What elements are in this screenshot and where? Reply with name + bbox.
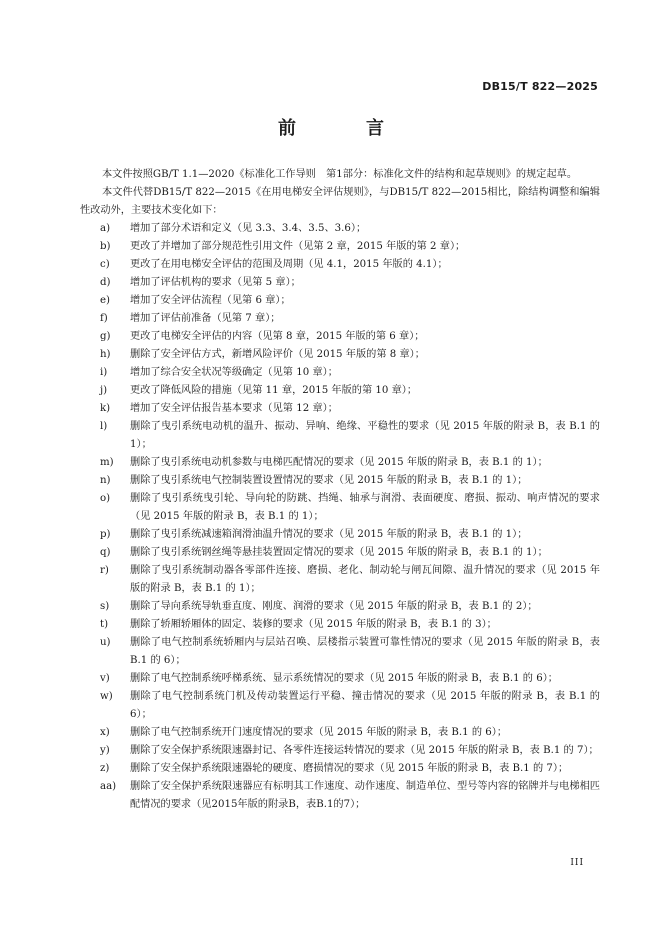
list-item-label: t)	[100, 619, 109, 630]
list-item	[80, 292, 600, 310]
list-item	[80, 760, 600, 778]
list-item-text: 删除了曳引系统电动机的温升、振动、异响、绝缘、平稳性的要求（见 2015 年版的附录 B，表 B.1 的 1）；	[130, 421, 600, 450]
list-item	[80, 364, 600, 382]
list-item-text: 删除了曳引系统减速箱润滑油温升情况的要求（见 2015 年版的附录 B，表 B.1 的 1）；	[130, 529, 528, 540]
list-item-text: 删除了安全保护系统限速器应有标明其工作速度、动作速度、制造单位、型号等内容的铭牌并与电梯相匹配情况的要求（见2015年版的附录B，表B.1的7）；	[130, 781, 600, 810]
page-title: 前 言	[278, 118, 410, 139]
list-item-text: 更改了电梯安全评估的内容（见第 8 章，2015 年版的第 6 章）；	[130, 331, 425, 342]
list-item-text: 更改了并增加了部分规范性引用文件（见第 2 章，2015 年版的第 2 章）；	[130, 241, 466, 252]
page-number: III	[570, 858, 584, 868]
list-item	[80, 310, 600, 328]
list-item	[80, 724, 600, 742]
list-item-label: d)	[100, 277, 111, 288]
list-item-text: 增加了综合安全状况等级确定（见第 10 章）；	[130, 367, 338, 378]
list-item-label: p)	[100, 529, 111, 540]
list-item-text: 删除了导向系统导轨垂直度、刚度、润滑的要求（见 2015 年版的附录 B，表 B.1 的 2）；	[130, 601, 538, 612]
list-item-text: 增加了安全评估流程（见第 6 章）；	[130, 295, 291, 306]
list-item	[80, 382, 600, 400]
list-item-text: 删除了安全保护系统限速器轮的硬度、磨损情况的要求（见 2015 年版的附录 B，表 B.1 的 7）；	[130, 763, 569, 774]
list-item-label: k)	[100, 403, 111, 414]
list-item-text: 删除了曳引系统曳引轮、导向轮的防跳、挡绳、轴承与润滑、表面硬度、磨损、振动、响声情况的要求（见 2015 年版的附录 B，表 B.1 的 1）；	[130, 493, 600, 522]
list-item-text: 删除了曳引系统电气控制装置设置情况的要求（见 2015 年版的附录 B，表 B.1 的 1）；	[130, 475, 528, 486]
list-item	[80, 598, 600, 616]
list-item-label: h)	[100, 349, 111, 360]
list-item-label: y)	[100, 745, 110, 756]
list-item	[80, 274, 600, 292]
list-item-label: i)	[100, 367, 108, 378]
list-item-label: l)	[100, 421, 108, 432]
list-item-label: a)	[100, 223, 111, 234]
document-body	[80, 166, 600, 814]
list-item-text: 删除了安全评估方式，新增风险评价（见 2015 年版的第 8 章）；	[130, 349, 425, 360]
list-item-text: 删除了电气控制系统开门速度情况的要求（见 2015 年版的附录 B，表 B.1 的 6）；	[130, 727, 508, 738]
list-item-label: n)	[100, 475, 111, 486]
list-item	[80, 616, 600, 634]
list-item	[80, 220, 600, 238]
list-item	[80, 472, 600, 490]
list-item-text: 更改了降低风险的措施（见第 11 章，2015 年版的第 10 章）；	[130, 385, 418, 396]
list-item-text: 增加了部分术语和定义（见 3.3、3.4、3.5、3.6）；	[130, 223, 367, 234]
list-item	[80, 742, 600, 760]
standard-code: DB15/T 822—2025	[482, 80, 598, 93]
list-item	[80, 238, 600, 256]
list-item	[80, 670, 600, 688]
list-item	[80, 328, 600, 346]
list-item-label: u)	[100, 637, 111, 648]
list-item-label: aa)	[100, 781, 117, 792]
list-item-label: c)	[100, 259, 110, 270]
list-item-label: w)	[100, 691, 113, 702]
list-item-label: m)	[100, 457, 114, 468]
list-item-label: g)	[100, 331, 111, 342]
intro-paragraph: 本文件按照GB/T 1.1—2020《标准化工作导则 第1部分：标准化文件的结构和起草规则》的规定起草。	[102, 169, 578, 180]
intro-paragraph: 本文件代替DB15/T 822—2015《在用电梯安全评估规则》，与DB15/T 822—2015相比，除结构调整和编辑性改动外，主要技术变化如下：	[80, 187, 600, 216]
list-item-text: 删除了曳引系统制动器各零部件连接、磨损、老化、制动轮与闸瓦间隙、温升情况的要求（见 2015 年版的附录 B，表 B.1 的 1）；	[130, 565, 600, 594]
list-item-text: 删除了电气控制系统呼梯系统、显示系统情况的要求（见 2015 年版的附录 B，表 B.1 的 6）；	[130, 673, 558, 684]
list-item-text: 删除了安全保护系统限速器封记、各零件连接运转情况的要求（见 2015 年版的附录 B，表 B.1 的 7）；	[130, 745, 599, 756]
list-item-text: 增加了评估机构的要求（见第 5 章）；	[130, 277, 301, 288]
list-item-text: 删除了曳引系统钢丝绳等悬挂装置固定情况的要求（见 2015 年版的附录 B，表 B.1 的 1）；	[130, 547, 548, 558]
list-item	[80, 526, 600, 544]
list-item	[80, 490, 600, 526]
list-item-label: s)	[100, 601, 110, 612]
list-item	[80, 634, 600, 670]
list-item	[80, 400, 600, 418]
list-item-label: v)	[100, 673, 110, 684]
list-item-text: 增加了评估前准备（见第 7 章）；	[130, 313, 281, 324]
list-item-text: 增加了安全评估报告基本要求（见第 12 章）；	[130, 403, 338, 414]
list-item-label: f)	[100, 313, 108, 324]
list-item	[80, 346, 600, 364]
list-item	[80, 256, 600, 274]
list-item-text: 删除了电气控制系统门机及传动装置运行平稳、撞击情况的要求（见 2015 年版的附录 B，表 B.1 的 6）；	[130, 691, 600, 720]
list-item-text: 更改了在用电梯安全评估的范围及周期（见 4.1，2015 年版的 4.1）；	[130, 259, 448, 270]
changes-list	[80, 220, 600, 814]
list-item	[80, 778, 600, 814]
list-item-label: x)	[100, 727, 110, 738]
list-item-text: 删除了曳引系统电动机参数与电梯匹配情况的要求（见 2015 年版的附录 B，表 B.1 的 1）；	[130, 457, 548, 468]
list-item	[80, 562, 600, 598]
list-item-label: e)	[100, 295, 111, 306]
list-item-label: z)	[100, 763, 110, 774]
list-item-label: r)	[100, 565, 109, 576]
list-item-label: b)	[100, 241, 111, 252]
list-item	[80, 418, 600, 454]
list-item-label: q)	[100, 547, 111, 558]
list-item-label: o)	[100, 493, 111, 504]
list-item-text: 删除了电气控制系统轿厢内与层站召唤、层楼指示装置可靠性情况的要求（见 2015 年版的附录 B，表 B.1 的 6）；	[130, 637, 600, 666]
list-item-text: 删除了轿厢轿厢体的固定、装修的要求（见 2015 年版的附录 B，表 B.1 的 3）；	[130, 619, 497, 630]
list-item	[80, 688, 600, 724]
list-item	[80, 454, 600, 472]
list-item-label: j)	[100, 385, 108, 396]
list-item	[80, 544, 600, 562]
